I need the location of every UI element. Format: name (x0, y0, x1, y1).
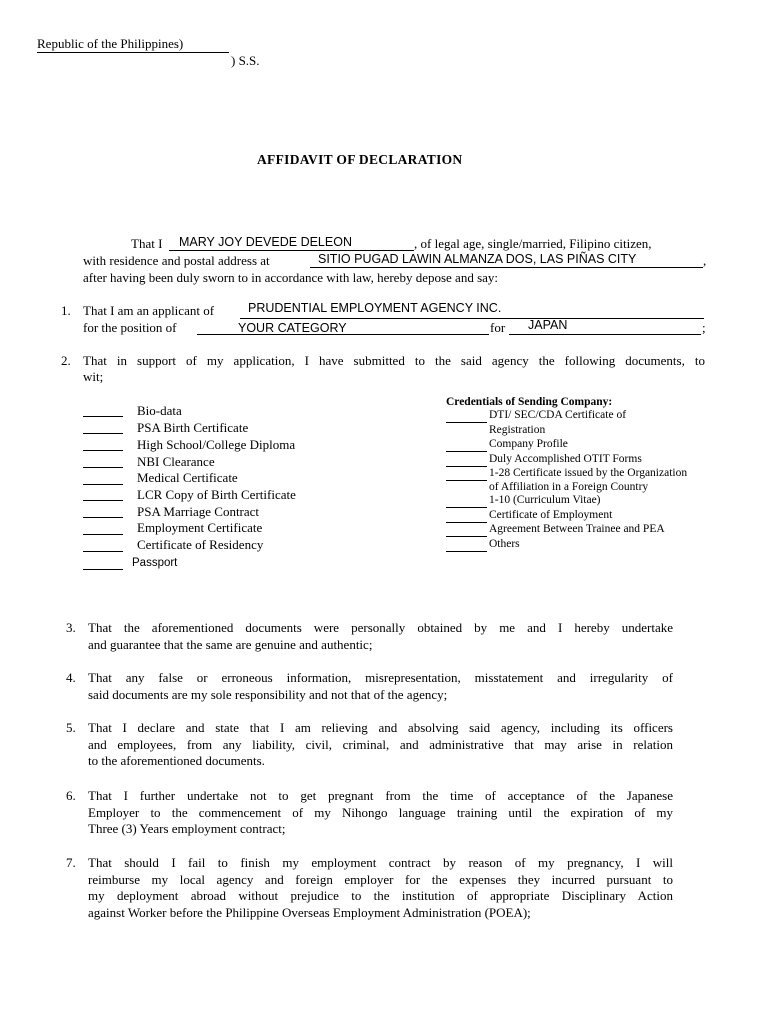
republic-heading: Republic of the Philippines) (37, 36, 184, 51)
item-4-line: said documents are my sole responsibility and not that of the agency; (88, 686, 448, 702)
document-item: Certificate of Residency (137, 537, 264, 552)
name-underline (169, 250, 414, 251)
item-3-number: 3. (66, 620, 76, 635)
item-2-line-1: That in support of my application, I have submitted to the said agency the following documents, to (83, 353, 705, 368)
credential-item: Others (489, 538, 520, 550)
item-6-line: Three (3) Years employment contract; (88, 821, 286, 836)
item-4-line: That any false or erroneous information, misrepresentation, misstatement and irregularity of (88, 670, 673, 685)
passport-item: Passport (132, 557, 178, 569)
country-value: JAPAN (528, 318, 568, 332)
applicant-label: That I am an applicant of (83, 303, 215, 318)
credential-item: Company Profile (489, 438, 568, 450)
position-label: for the position of (83, 320, 177, 335)
document-check-blank (83, 517, 123, 518)
item-7-number: 7. (66, 855, 76, 870)
item-5-line: to the aforementioned documents. (88, 753, 265, 768)
document-check-blank (83, 467, 123, 468)
document-item: Medical Certificate (137, 470, 238, 485)
credentials-heading: Credentials of Sending Company: (446, 396, 613, 408)
document-item: PSA Marriage Contract (137, 504, 260, 519)
for-label: for (490, 320, 506, 335)
document-check-blank (83, 500, 123, 501)
item-5-text (88, 720, 673, 770)
item-7-line: That should I fail to finish my employment contract by reason of my pregnancy, I will (88, 855, 673, 870)
item-7-line: against Worker before the Philippine Overseas Employment Administration (POEA); (88, 904, 531, 920)
item-5-line: and employees, from any liability, civil, criminal, and administrative that may arise in relation (88, 736, 673, 752)
document-item: PSA Birth Certificate (137, 420, 249, 435)
credential-item: Duly Accomplished OTIT Forms (489, 453, 642, 465)
item-2-line-2: wit; (83, 369, 104, 384)
item-6-line: That I further undertake not to get pregnant from the time of acceptance of the Japanese (88, 788, 673, 803)
credential-item: Certificate of Employment (489, 509, 613, 521)
affiant-address: SITIO PUGAD LAWIN ALMANZA DOS, LAS PIÑAS CITY (318, 252, 637, 266)
document-item: NBI Clearance (137, 454, 215, 469)
country-underline (509, 334, 701, 335)
credential-check-blank (446, 466, 487, 467)
document-check-blank (83, 569, 123, 570)
credential-check-blank (446, 522, 487, 523)
address-comma: , (703, 253, 707, 268)
credential-check-blank (446, 536, 487, 537)
credential-item: DTI/ SEC/CDA Certificate of (489, 409, 627, 421)
position-value: YOUR CATEGORY (238, 321, 347, 335)
credential-item: 1-28 Certificate issued by the Organization (489, 467, 688, 479)
intro-after-name: , of legal age, single/married, Filipino citizen, (414, 236, 652, 251)
document-check-blank (83, 450, 123, 451)
item-6-text (88, 788, 673, 838)
item-4-text (88, 670, 673, 703)
document-item: Bio-data (137, 403, 182, 418)
document-check-blank (83, 484, 123, 485)
item-7-line: my deployment abroad without prejudice to the institution of appropriate Disciplinary Action (88, 888, 673, 903)
item-3-text (88, 620, 673, 653)
item-7-text (88, 855, 673, 921)
ss-label: ) S.S. (231, 53, 260, 68)
item-6-line: Employer to the commencement of my Nihongo language training until the expiration of my (88, 804, 673, 820)
credential-item-continued: Registration (489, 424, 546, 436)
document-item: Employment Certificate (137, 520, 263, 535)
item-1-number: 1. (61, 303, 71, 318)
document-item: High School/College Diploma (137, 437, 296, 452)
item-7-line: reimburse my local agency and foreign employer for the expenses they incurred pursuant to (88, 871, 673, 887)
document-check-blank (83, 416, 123, 417)
venue-blank-line (37, 52, 229, 53)
address-underline (310, 267, 703, 268)
intro-that-i: That I (131, 236, 163, 251)
item-6-number: 6. (66, 788, 76, 803)
item-5-number: 5. (66, 720, 76, 735)
intro-sworn-line: after having been duly sworn to in accordance with law, hereby depose and say: (83, 270, 499, 285)
document-check-blank (83, 534, 123, 535)
residence-label: with residence and postal address at (83, 253, 270, 268)
document-title: AFFIDAVIT OF DECLARATION (257, 152, 463, 167)
document-check-blank (83, 551, 123, 552)
agency-name: PRUDENTIAL EMPLOYMENT AGENCY INC. (248, 301, 502, 315)
credential-check-blank (446, 451, 487, 452)
credential-item: Agreement Between Trainee and PEA (489, 523, 665, 535)
credential-check-blank (446, 480, 487, 481)
credential-item-continued: of Affiliation in a Foreign Country (489, 481, 649, 493)
credential-check-blank (446, 422, 487, 423)
item-4-number: 4. (66, 670, 76, 685)
item-2-number: 2. (61, 353, 71, 368)
item-3-line: That the aforementioned documents were personally obtained by me and I hereby undertake (88, 620, 673, 635)
affiant-name: MARY JOY DEVEDE DELEON (179, 235, 352, 249)
document-item: LCR Copy of Birth Certificate (137, 487, 296, 502)
agency-underline (240, 318, 704, 319)
item-5-line: That I declare and state that I am relieving and absolving said agency, including its officers (88, 720, 673, 735)
item-1-semicolon: ; (702, 320, 706, 335)
item-3-line: and guarantee that the same are genuine and authentic; (88, 636, 373, 652)
document-check-blank (83, 433, 123, 434)
credential-check-blank (446, 507, 487, 508)
credential-check-blank (446, 551, 487, 552)
credential-item: 1-10 (Curriculum Vitae) (489, 494, 601, 506)
